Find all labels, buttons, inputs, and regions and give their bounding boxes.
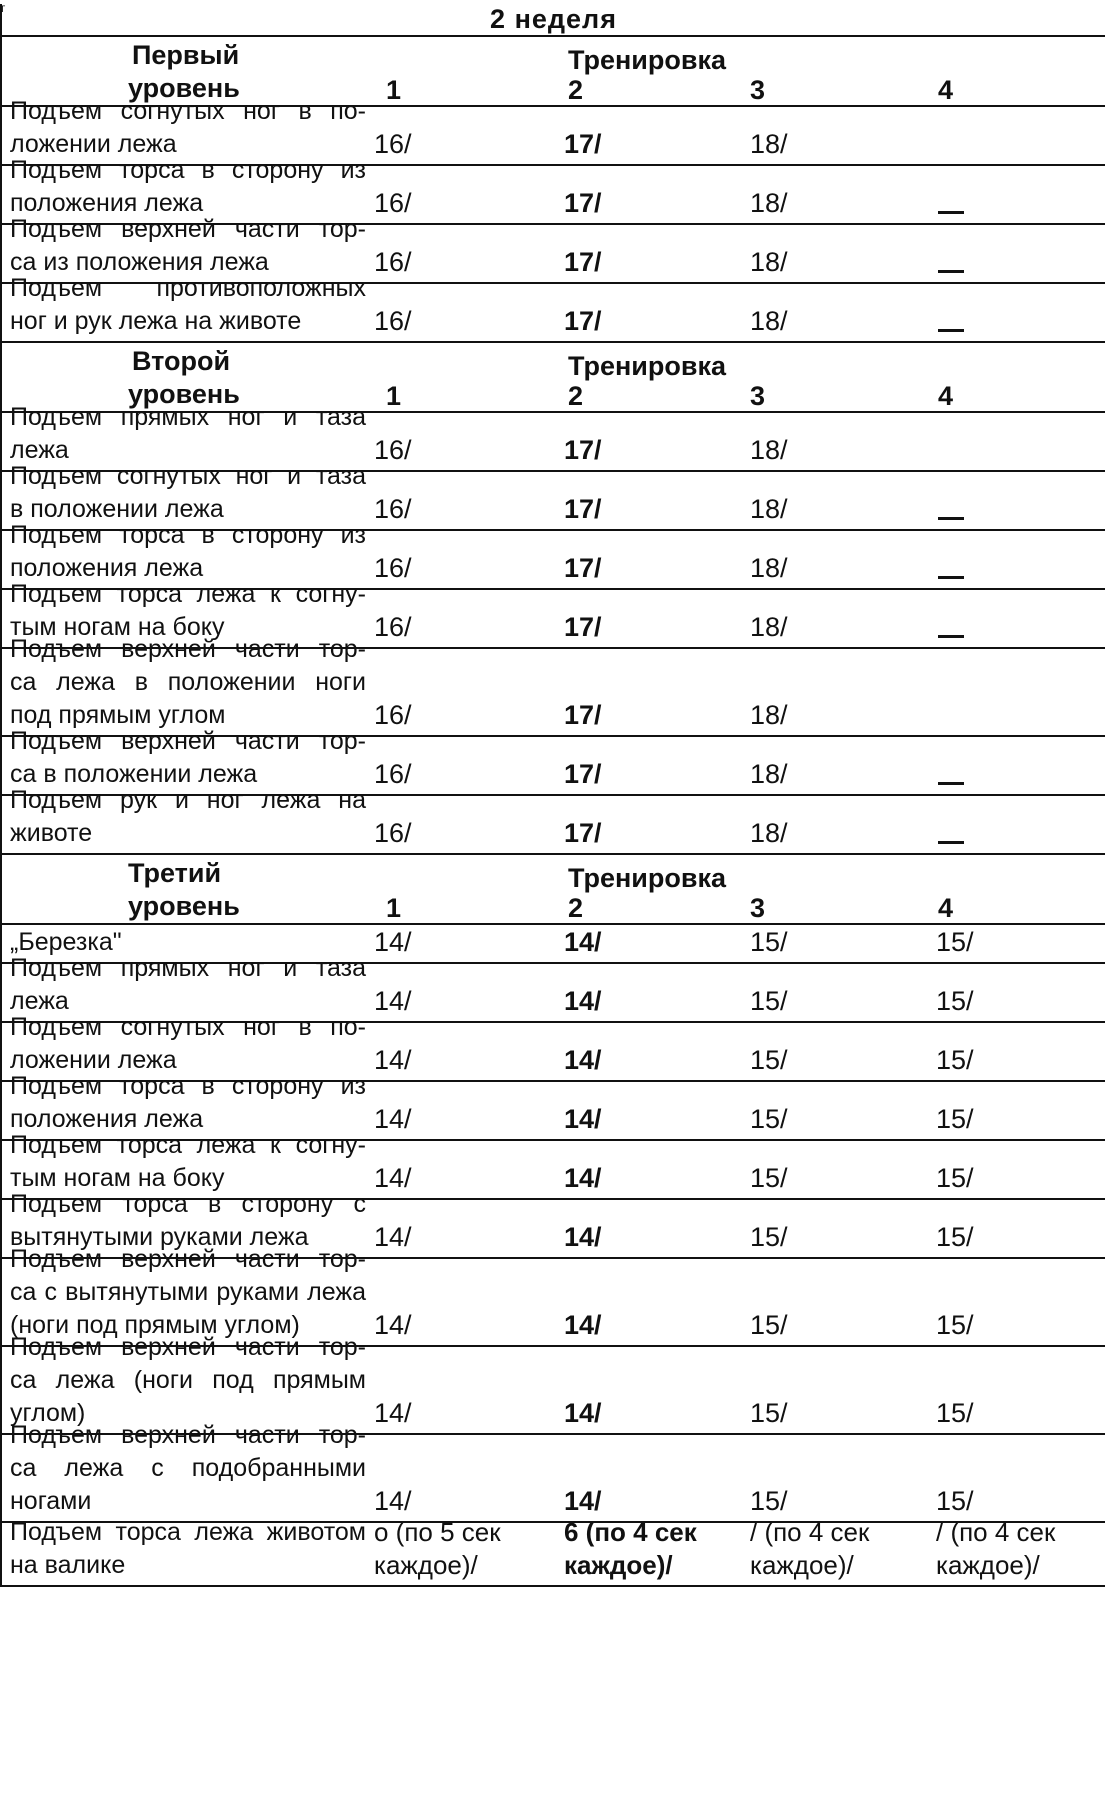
training-number-1: 1 bbox=[386, 381, 402, 411]
exercise-name-line: положения лежа bbox=[10, 554, 204, 582]
training-number-3: 3 bbox=[750, 893, 766, 923]
repetitions-training-2: 17/ bbox=[564, 612, 602, 642]
exercise-name-line: са с вытянутыми руками лежа bbox=[10, 1278, 366, 1306]
level-name-line: уровень bbox=[128, 891, 240, 921]
exercise-name bbox=[10, 213, 370, 279]
repetitions-training-3: 15/ bbox=[750, 927, 788, 957]
exercise-name-line: Подъем прямых ног и таза bbox=[10, 403, 366, 431]
exercise-name-line: са лежа (ноги под прямым bbox=[10, 1366, 366, 1394]
repetitions-training-3: 18/ bbox=[750, 129, 788, 159]
repetitions-training-1: 14/ bbox=[374, 1163, 412, 1193]
repetitions-training-3: 18/ bbox=[750, 306, 788, 336]
exercise-name-line: са в положении лежа bbox=[10, 760, 258, 788]
level-name bbox=[128, 857, 240, 923]
repetitions-training-3: 18/ bbox=[750, 494, 788, 524]
repetitions-training-2: 17/ bbox=[564, 700, 602, 730]
repetitions-line: каждое)/ bbox=[564, 1550, 673, 1580]
repetitions-training-3: 18/ bbox=[750, 818, 788, 848]
exercise-name-line: Подъем торса лежа животом bbox=[10, 1518, 366, 1546]
repetitions-training-1: 14/ bbox=[374, 1310, 412, 1340]
not-applicable-dash bbox=[938, 841, 964, 844]
repetitions-training-3: 15/ bbox=[750, 1163, 788, 1193]
repetitions-training-4: 15/ bbox=[936, 1398, 974, 1428]
exercise-cell bbox=[1, 1517, 1105, 1586]
exercise-name-line: Подъем верхней части тор- bbox=[10, 1333, 366, 1361]
exercise-name-line: под прямым углом bbox=[10, 701, 226, 729]
exercise-cell bbox=[1, 274, 1105, 342]
exercise-name-line: Подъем согнутых ног в по- bbox=[10, 1013, 366, 1041]
repetitions-training-1: 16/ bbox=[374, 247, 412, 277]
exercise-row bbox=[1, 648, 1105, 736]
exercise-name bbox=[10, 1419, 370, 1518]
exercise-name-line: Подъем согнутых ног и таза bbox=[10, 462, 366, 490]
repetitions-line: / (по 4 сек bbox=[936, 1517, 1056, 1547]
exercise-name-line: Подъем верхней части тор- bbox=[10, 727, 366, 755]
repetitions-training-1: 14/ bbox=[374, 1045, 412, 1075]
repetitions-training-3: 15/ bbox=[750, 986, 788, 1016]
repetitions-training-2: 14/ bbox=[564, 1045, 602, 1075]
repetitions-line: каждое)/ bbox=[374, 1550, 478, 1580]
exercise-name-line: тым ногам на боку bbox=[10, 613, 225, 641]
exercise-name-line: ногами bbox=[10, 1487, 92, 1515]
training-number-4: 4 bbox=[938, 381, 954, 411]
repetitions-training-4: 15/ bbox=[936, 1486, 974, 1516]
exercise-name-line: Подъем торса в сторону с bbox=[10, 1190, 366, 1218]
repetitions-training-3: 18/ bbox=[750, 612, 788, 642]
exercise-name-line: Подъем верхней части тор- bbox=[10, 215, 366, 243]
repetitions-training-2: 17/ bbox=[564, 553, 602, 583]
training-number-2: 2 bbox=[568, 75, 584, 105]
repetitions-training-1: 14/ bbox=[374, 1486, 412, 1516]
exercise-name bbox=[10, 95, 370, 161]
repetitions-training-1: 14/ bbox=[374, 927, 412, 957]
training-label: Тренировка bbox=[568, 45, 726, 75]
repetitions-training-2: 14/ bbox=[564, 1104, 602, 1134]
exercise-row bbox=[1, 795, 1105, 854]
repetitions-line: каждое)/ bbox=[936, 1550, 1040, 1580]
repetitions-training-4: 15/ bbox=[936, 1045, 974, 1075]
training-number-4: 4 bbox=[938, 893, 954, 923]
exercise-name bbox=[10, 1516, 370, 1582]
repetitions-line: о (по 5 сек bbox=[374, 1517, 501, 1547]
training-number-3: 3 bbox=[750, 381, 766, 411]
level-name-line: Третий bbox=[128, 858, 222, 888]
exercise-name-line: тым ногам на боку bbox=[10, 1164, 225, 1192]
repetitions-line: каждое)/ bbox=[750, 1550, 854, 1580]
repetitions-training-2: 14/ bbox=[564, 986, 602, 1016]
repetitions-training-3: 15/ bbox=[750, 1045, 788, 1075]
repetitions-training-2: 17/ bbox=[564, 188, 602, 218]
repetitions-training-3: 18/ bbox=[750, 759, 788, 789]
repetitions-training-1: 14/ bbox=[374, 1104, 412, 1134]
week-title: 2 неделя bbox=[1, 4, 1105, 36]
training-number-2: 2 bbox=[568, 893, 584, 923]
exercise-name-line: „Березка" bbox=[10, 928, 122, 956]
repetitions-training-4 bbox=[936, 1516, 1055, 1582]
exercise-name bbox=[10, 1129, 370, 1195]
level-name-line: Первый bbox=[132, 40, 240, 70]
training-number-2: 2 bbox=[568, 381, 584, 411]
exercise-name bbox=[10, 460, 370, 526]
repetitions-training-1: 16/ bbox=[374, 612, 412, 642]
exercise-name bbox=[10, 1243, 370, 1342]
repetitions-training-3: 15/ bbox=[750, 1310, 788, 1340]
repetitions-training-4: 15/ bbox=[936, 1163, 974, 1193]
repetitions-training-2: 14/ bbox=[564, 1398, 602, 1428]
repetitions-line: 6 (по 4 сек bbox=[564, 1517, 697, 1547]
exercise-name bbox=[10, 725, 370, 791]
training-number-1: 1 bbox=[386, 893, 402, 923]
repetitions-training-1: 16/ bbox=[374, 700, 412, 730]
repetitions-training-3: 18/ bbox=[750, 188, 788, 218]
exercise-row bbox=[1, 1522, 1105, 1586]
exercise-cell bbox=[1, 786, 1105, 854]
repetitions-training-1: 16/ bbox=[374, 306, 412, 336]
training-table bbox=[0, 1, 1105, 1587]
exercise-name-line: ног и рук лежа на животе bbox=[10, 307, 302, 335]
exercise-name-line: Подъем верхней части тор- bbox=[10, 1245, 366, 1273]
level-name-line: уровень bbox=[128, 379, 240, 409]
not-applicable-dash bbox=[938, 576, 964, 579]
exercise-name-line: лежа bbox=[10, 987, 69, 1015]
repetitions-training-2: 17/ bbox=[564, 759, 602, 789]
exercise-name bbox=[10, 272, 370, 338]
repetitions-training-1: 14/ bbox=[374, 1222, 412, 1252]
exercise-name-line: на валике bbox=[10, 1551, 126, 1579]
exercise-cell bbox=[1, 1421, 1105, 1522]
repetitions-training-1: 16/ bbox=[374, 553, 412, 583]
training-label: Тренировка bbox=[568, 351, 726, 381]
exercise-name bbox=[10, 401, 370, 467]
repetitions-training-2: 17/ bbox=[564, 818, 602, 848]
repetitions-training-3: 15/ bbox=[750, 1104, 788, 1134]
repetitions-training-4: 15/ bbox=[936, 1222, 974, 1252]
repetitions-training-2: 17/ bbox=[564, 494, 602, 524]
repetitions-training-2: 17/ bbox=[564, 435, 602, 465]
repetitions-training-1: 14/ bbox=[374, 986, 412, 1016]
exercise-name-line: положения лежа bbox=[10, 1105, 204, 1133]
exercise-name bbox=[10, 154, 370, 220]
repetitions-training-2: 17/ bbox=[564, 129, 602, 159]
repetitions-training-1: 16/ bbox=[374, 759, 412, 789]
exercise-name-line: Подъем верхней части тор- bbox=[10, 635, 366, 663]
not-applicable-dash bbox=[938, 270, 964, 273]
repetitions-training-2: 14/ bbox=[564, 1486, 602, 1516]
exercise-name-line: животе bbox=[10, 819, 93, 847]
repetitions-training-3: 18/ bbox=[750, 247, 788, 277]
level-header-row bbox=[1, 854, 1105, 924]
exercise-name bbox=[10, 1070, 370, 1136]
repetitions-training-2 bbox=[564, 1516, 697, 1582]
exercise-name-line: Подъем торса в сторону из bbox=[10, 1072, 366, 1100]
exercise-name bbox=[10, 952, 370, 1018]
exercise-name-line: вытянутыми руками лежа bbox=[10, 1223, 309, 1251]
repetitions-line: / (по 4 сек bbox=[750, 1517, 870, 1547]
exercise-name-line: положения лежа bbox=[10, 189, 204, 217]
title-row bbox=[1, 4, 1105, 36]
exercise-name bbox=[10, 784, 370, 850]
not-applicable-dash bbox=[938, 211, 964, 214]
exercise-name-line: са лежа с подобранными bbox=[10, 1454, 366, 1482]
repetitions-training-1: 16/ bbox=[374, 494, 412, 524]
exercise-name bbox=[10, 633, 370, 732]
training-label: Тренировка bbox=[568, 863, 726, 893]
level-name-line: уровень bbox=[128, 73, 240, 103]
repetitions-training-3: 18/ bbox=[750, 700, 788, 730]
exercise-name-line: Подъем торса в сторону из bbox=[10, 156, 366, 184]
repetitions-training-2: 14/ bbox=[564, 1310, 602, 1340]
repetitions-training-3: 15/ bbox=[750, 1486, 788, 1516]
exercise-cell bbox=[1, 635, 1105, 736]
exercise-name-line: лежа bbox=[10, 436, 69, 464]
exercise-name-line: ложении лежа bbox=[10, 1046, 177, 1074]
repetitions-training-1: 16/ bbox=[374, 129, 412, 159]
repetitions-training-2: 14/ bbox=[564, 1163, 602, 1193]
exercise-name bbox=[10, 1011, 370, 1077]
repetitions-training-4: 15/ bbox=[936, 927, 974, 957]
exercise-name-line: Подъем торса в сторону из bbox=[10, 521, 366, 549]
exercise-name-line: углом) bbox=[10, 1399, 86, 1427]
level-name-line: Второй bbox=[132, 346, 231, 376]
repetitions-training-4: 15/ bbox=[936, 1310, 974, 1340]
repetitions-training-2: 17/ bbox=[564, 306, 602, 336]
repetitions-training-4: 15/ bbox=[936, 986, 974, 1016]
not-applicable-dash bbox=[938, 635, 964, 638]
training-number-3: 3 bbox=[750, 75, 766, 105]
exercise-name-line: ложении лежа bbox=[10, 130, 177, 158]
repetitions-training-1 bbox=[374, 1516, 501, 1582]
exercise-name bbox=[10, 519, 370, 585]
repetitions-training-2: 14/ bbox=[564, 1222, 602, 1252]
repetitions-training-3: 15/ bbox=[750, 1222, 788, 1252]
exercise-row bbox=[1, 1434, 1105, 1522]
exercise-name-line: Подъем торса лежа к согну- bbox=[10, 580, 366, 608]
exercise-name-line: са лежа в положении ноги bbox=[10, 668, 366, 696]
exercise-name-line: Подъем прямых ног и таза bbox=[10, 954, 366, 982]
repetitions-training-3: 15/ bbox=[750, 1398, 788, 1428]
repetitions-training-3: 18/ bbox=[750, 553, 788, 583]
exercise-name-line: Подъем противоположных bbox=[10, 274, 366, 302]
not-applicable-dash bbox=[938, 517, 964, 520]
exercise-name bbox=[10, 1331, 370, 1430]
repetitions-training-4: 15/ bbox=[936, 1104, 974, 1134]
not-applicable-dash bbox=[938, 329, 964, 332]
repetitions-training-1: 14/ bbox=[374, 1398, 412, 1428]
exercise-name-line: Подъем рук и ног лежа на bbox=[10, 786, 366, 814]
exercise-name-line: Подъем верхней части тор- bbox=[10, 1421, 366, 1449]
exercise-name-line: са из положения лежа bbox=[10, 248, 269, 276]
repetitions-training-3 bbox=[750, 1516, 869, 1582]
exercise-row bbox=[1, 283, 1105, 342]
exercise-name-line: Подъем торса лежа к согну- bbox=[10, 1131, 366, 1159]
not-applicable-dash bbox=[938, 782, 964, 785]
repetitions-training-1: 16/ bbox=[374, 188, 412, 218]
repetitions-training-2: 14/ bbox=[564, 927, 602, 957]
repetitions-training-2: 17/ bbox=[564, 247, 602, 277]
training-number-1: 1 bbox=[386, 75, 402, 105]
level-header-cell bbox=[1, 854, 1105, 924]
exercise-name-line: Подъем согнутых ног в по- bbox=[10, 97, 366, 125]
exercise-name-line: в положении лежа bbox=[10, 495, 224, 523]
training-number-4: 4 bbox=[938, 75, 954, 105]
repetitions-training-1: 16/ bbox=[374, 818, 412, 848]
exercise-name-line: (ноги под прямым углом) bbox=[10, 1311, 300, 1339]
corner-mark: г bbox=[1, 1, 6, 15]
repetitions-training-3: 18/ bbox=[750, 435, 788, 465]
repetitions-training-1: 16/ bbox=[374, 435, 412, 465]
